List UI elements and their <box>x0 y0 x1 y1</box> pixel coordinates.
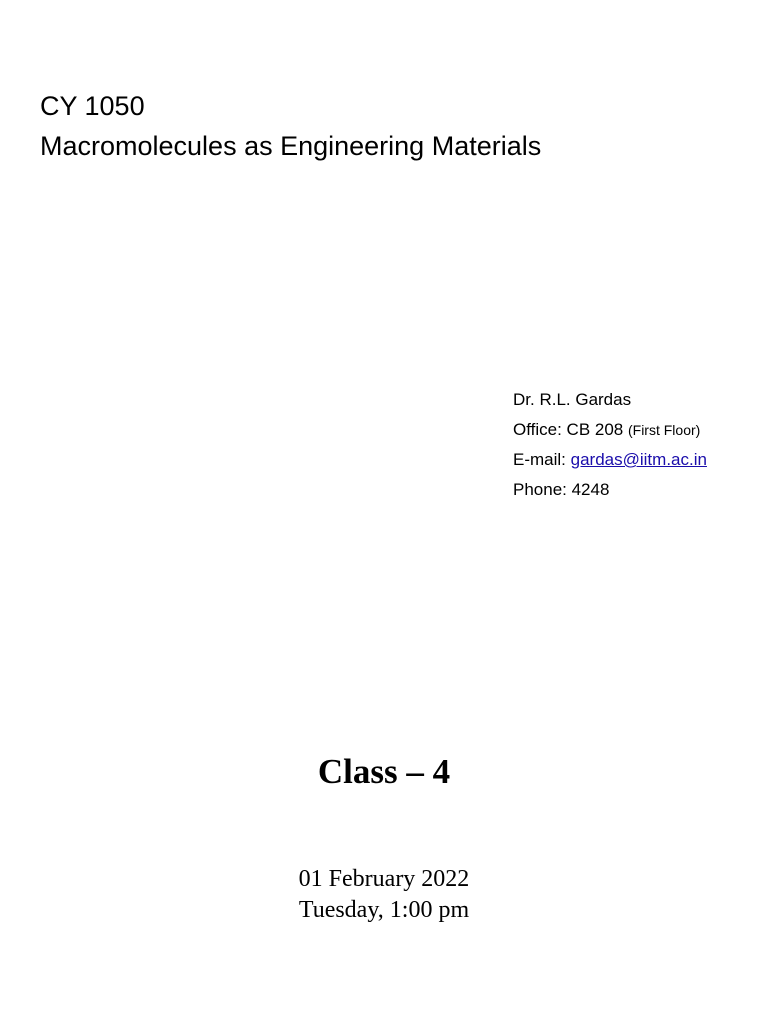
class-title: Class – 4 <box>317 752 451 791</box>
class-time: Tuesday, 1:00 pm <box>298 897 470 923</box>
title-block <box>40 86 541 166</box>
office-note: (First Floor) <box>627 422 701 438</box>
class-date: 01 February 2022 <box>298 866 470 892</box>
office-label: Office: CB 208 <box>513 420 624 439</box>
course-title: Macromolecules as Engineering Materials <box>40 131 542 161</box>
office-line <box>513 415 707 445</box>
contact-block <box>513 385 707 505</box>
schedule-block <box>0 864 768 926</box>
email-label: E-mail: <box>513 450 566 469</box>
phone-line: Phone: 4248 <box>513 480 610 499</box>
course-code: CY 1050 <box>40 91 145 121</box>
email-line <box>513 445 707 475</box>
email-link[interactable]: gardas@iitm.ac.in <box>570 450 707 469</box>
instructor-name: Dr. R.L. Gardas <box>513 390 632 409</box>
